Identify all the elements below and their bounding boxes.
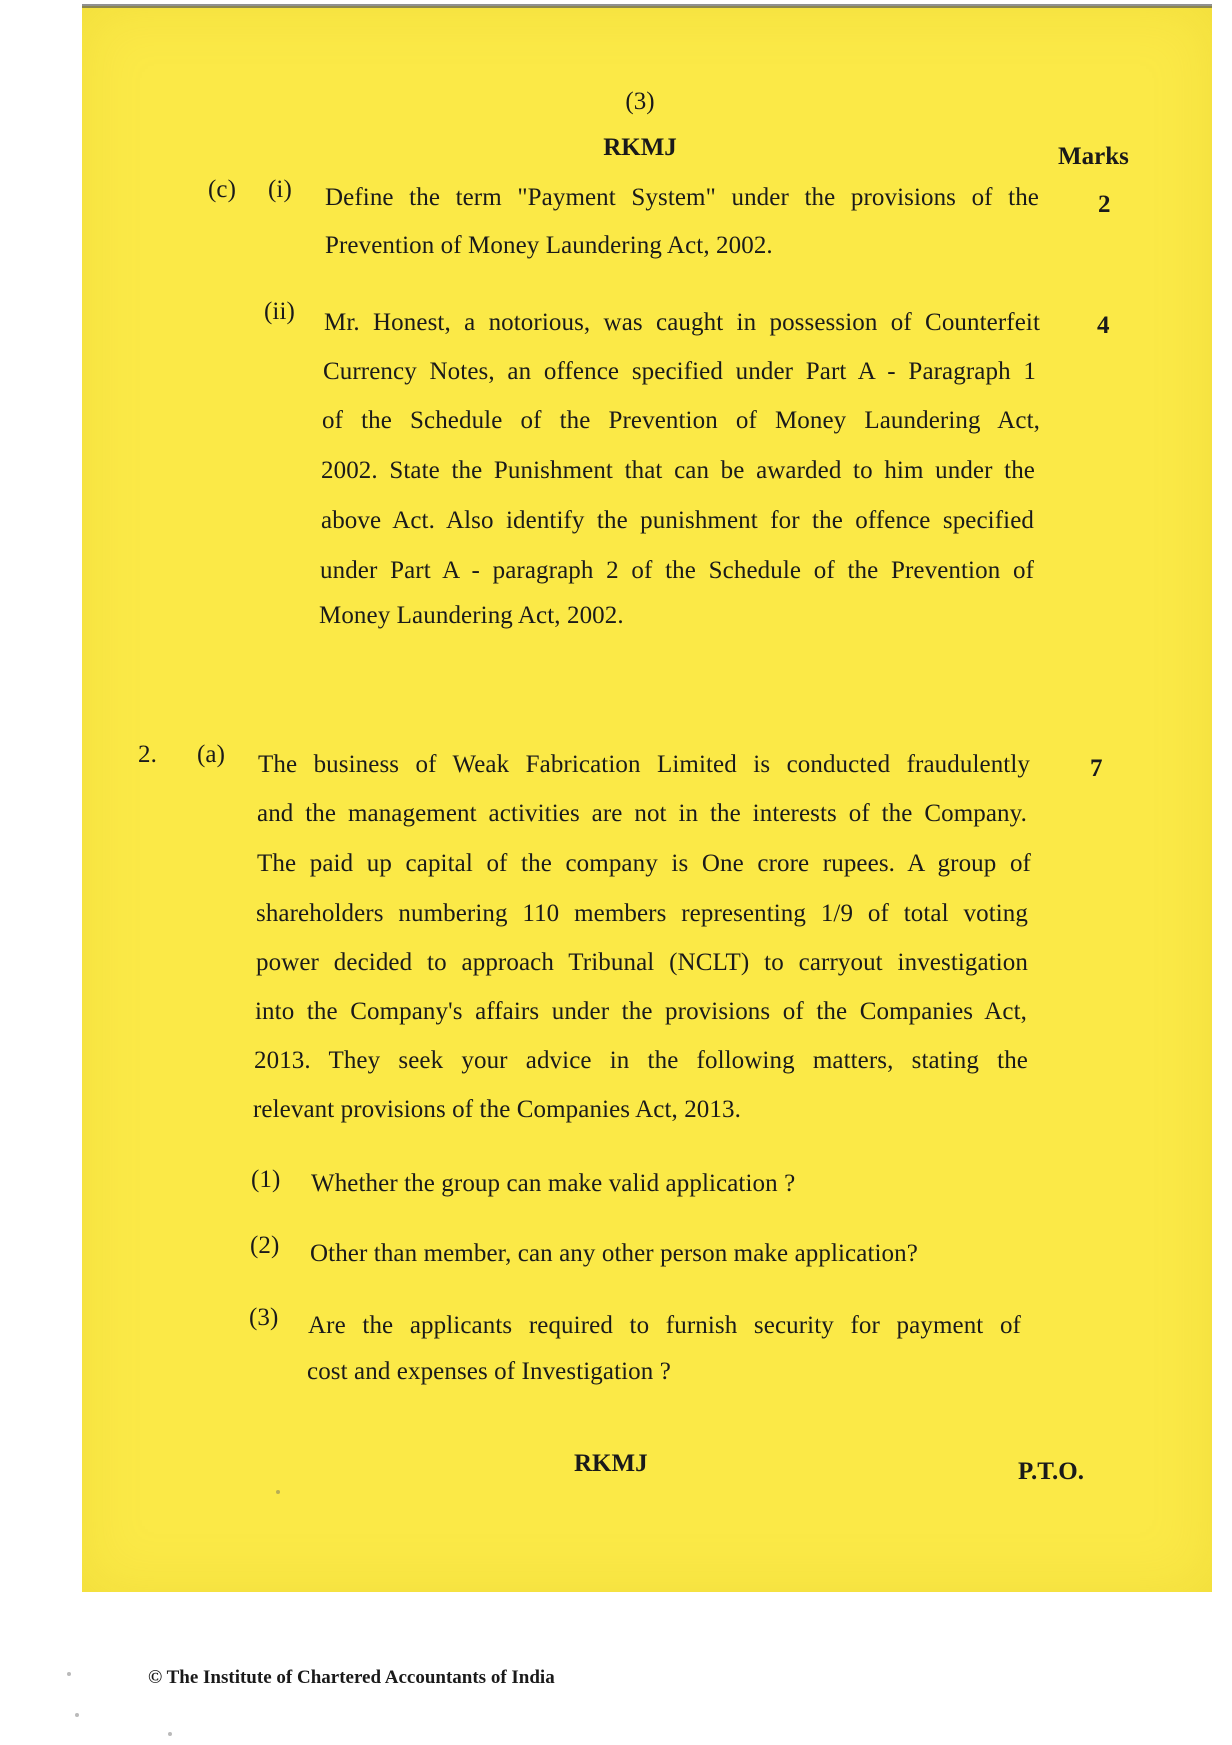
marks-value: 2 xyxy=(1098,191,1111,218)
subpart-label-2: (2) xyxy=(250,1232,280,1259)
question-text-line: Money Laundering Act, 2002. xyxy=(319,602,624,629)
marks-value: 4 xyxy=(1097,312,1110,339)
subpart-text-line: cost and expenses of Investigation ? xyxy=(307,1358,671,1385)
scan-speck xyxy=(67,1672,71,1676)
question-text-line: into the Company's affairs under the provisions of the Companies Act, xyxy=(255,998,1027,1025)
scan-speck xyxy=(276,1490,280,1494)
question-text-line: 2013. They seek your advice in the following matters, stating the xyxy=(254,1047,1028,1074)
subpart-text-line: Other than member, can any other person make application? xyxy=(310,1240,918,1267)
question-text-line: under Part A - paragraph 2 of the Schedule of the Prevention of xyxy=(320,557,1034,584)
question-label-a: (a) xyxy=(197,741,226,768)
question-label-c: (c) xyxy=(208,176,237,203)
page-number: (3) xyxy=(625,88,655,115)
subquestion-label-i: (i) xyxy=(268,176,292,203)
question-text-line: above Act. Also identify the punishment for the offence specified xyxy=(321,507,1034,534)
question-text-line: Define the term "Payment System" under the provisions of the xyxy=(325,184,1039,211)
question-text-line: relevant provisions of the Companies Act, 2013. xyxy=(253,1096,741,1123)
question-number: 2. xyxy=(138,741,157,768)
question-text-line: The business of Weak Fabrication Limited is conducted fraudulently xyxy=(258,751,1030,778)
scan-speck xyxy=(168,1732,172,1736)
subpart-label-1: (1) xyxy=(251,1166,281,1193)
question-text-line: Prevention of Money Laundering Act, 2002. xyxy=(325,232,773,259)
question-text-line: The paid up capital of the company is One crore rupees. A group of xyxy=(257,850,1031,877)
question-text-line: 2002. State the Punishment that can be awarded to him under the xyxy=(321,457,1035,484)
marks-heading: Marks xyxy=(1058,143,1129,170)
question-text-line: of the Schedule of the Prevention of Money Laundering Act, xyxy=(322,407,1040,434)
please-turn-over: P.T.O. xyxy=(1018,1458,1084,1485)
subpart-label-3: (3) xyxy=(249,1304,279,1331)
paper-code-header: RKMJ xyxy=(603,134,677,161)
subpart-text-line: Whether the group can make valid application ? xyxy=(311,1170,796,1197)
question-text-line: Currency Notes, an offence specified under Part A - Paragraph 1 xyxy=(323,358,1036,385)
question-text-line: power decided to approach Tribunal (NCLT) to carryout investigation xyxy=(256,949,1028,976)
marks-value: 7 xyxy=(1090,755,1103,782)
question-text-line: and the management activities are not in the interests of the Company. xyxy=(257,800,1027,827)
copyright-notice: © The Institute of Chartered Accountants of India xyxy=(148,1667,555,1688)
scan-speck xyxy=(75,1713,79,1717)
question-text-line: Mr. Honest, a notorious, was caught in possession of Counterfeit xyxy=(324,309,1040,336)
subpart-text-line: Are the applicants required to furnish security for payment of xyxy=(308,1312,1021,1339)
paper-code-footer: RKMJ xyxy=(574,1450,648,1477)
top-edge-shadow xyxy=(82,4,1212,8)
question-text-line: shareholders numbering 110 members representing 1/9 of total voting xyxy=(256,900,1028,927)
subquestion-label-ii: (ii) xyxy=(264,298,295,325)
